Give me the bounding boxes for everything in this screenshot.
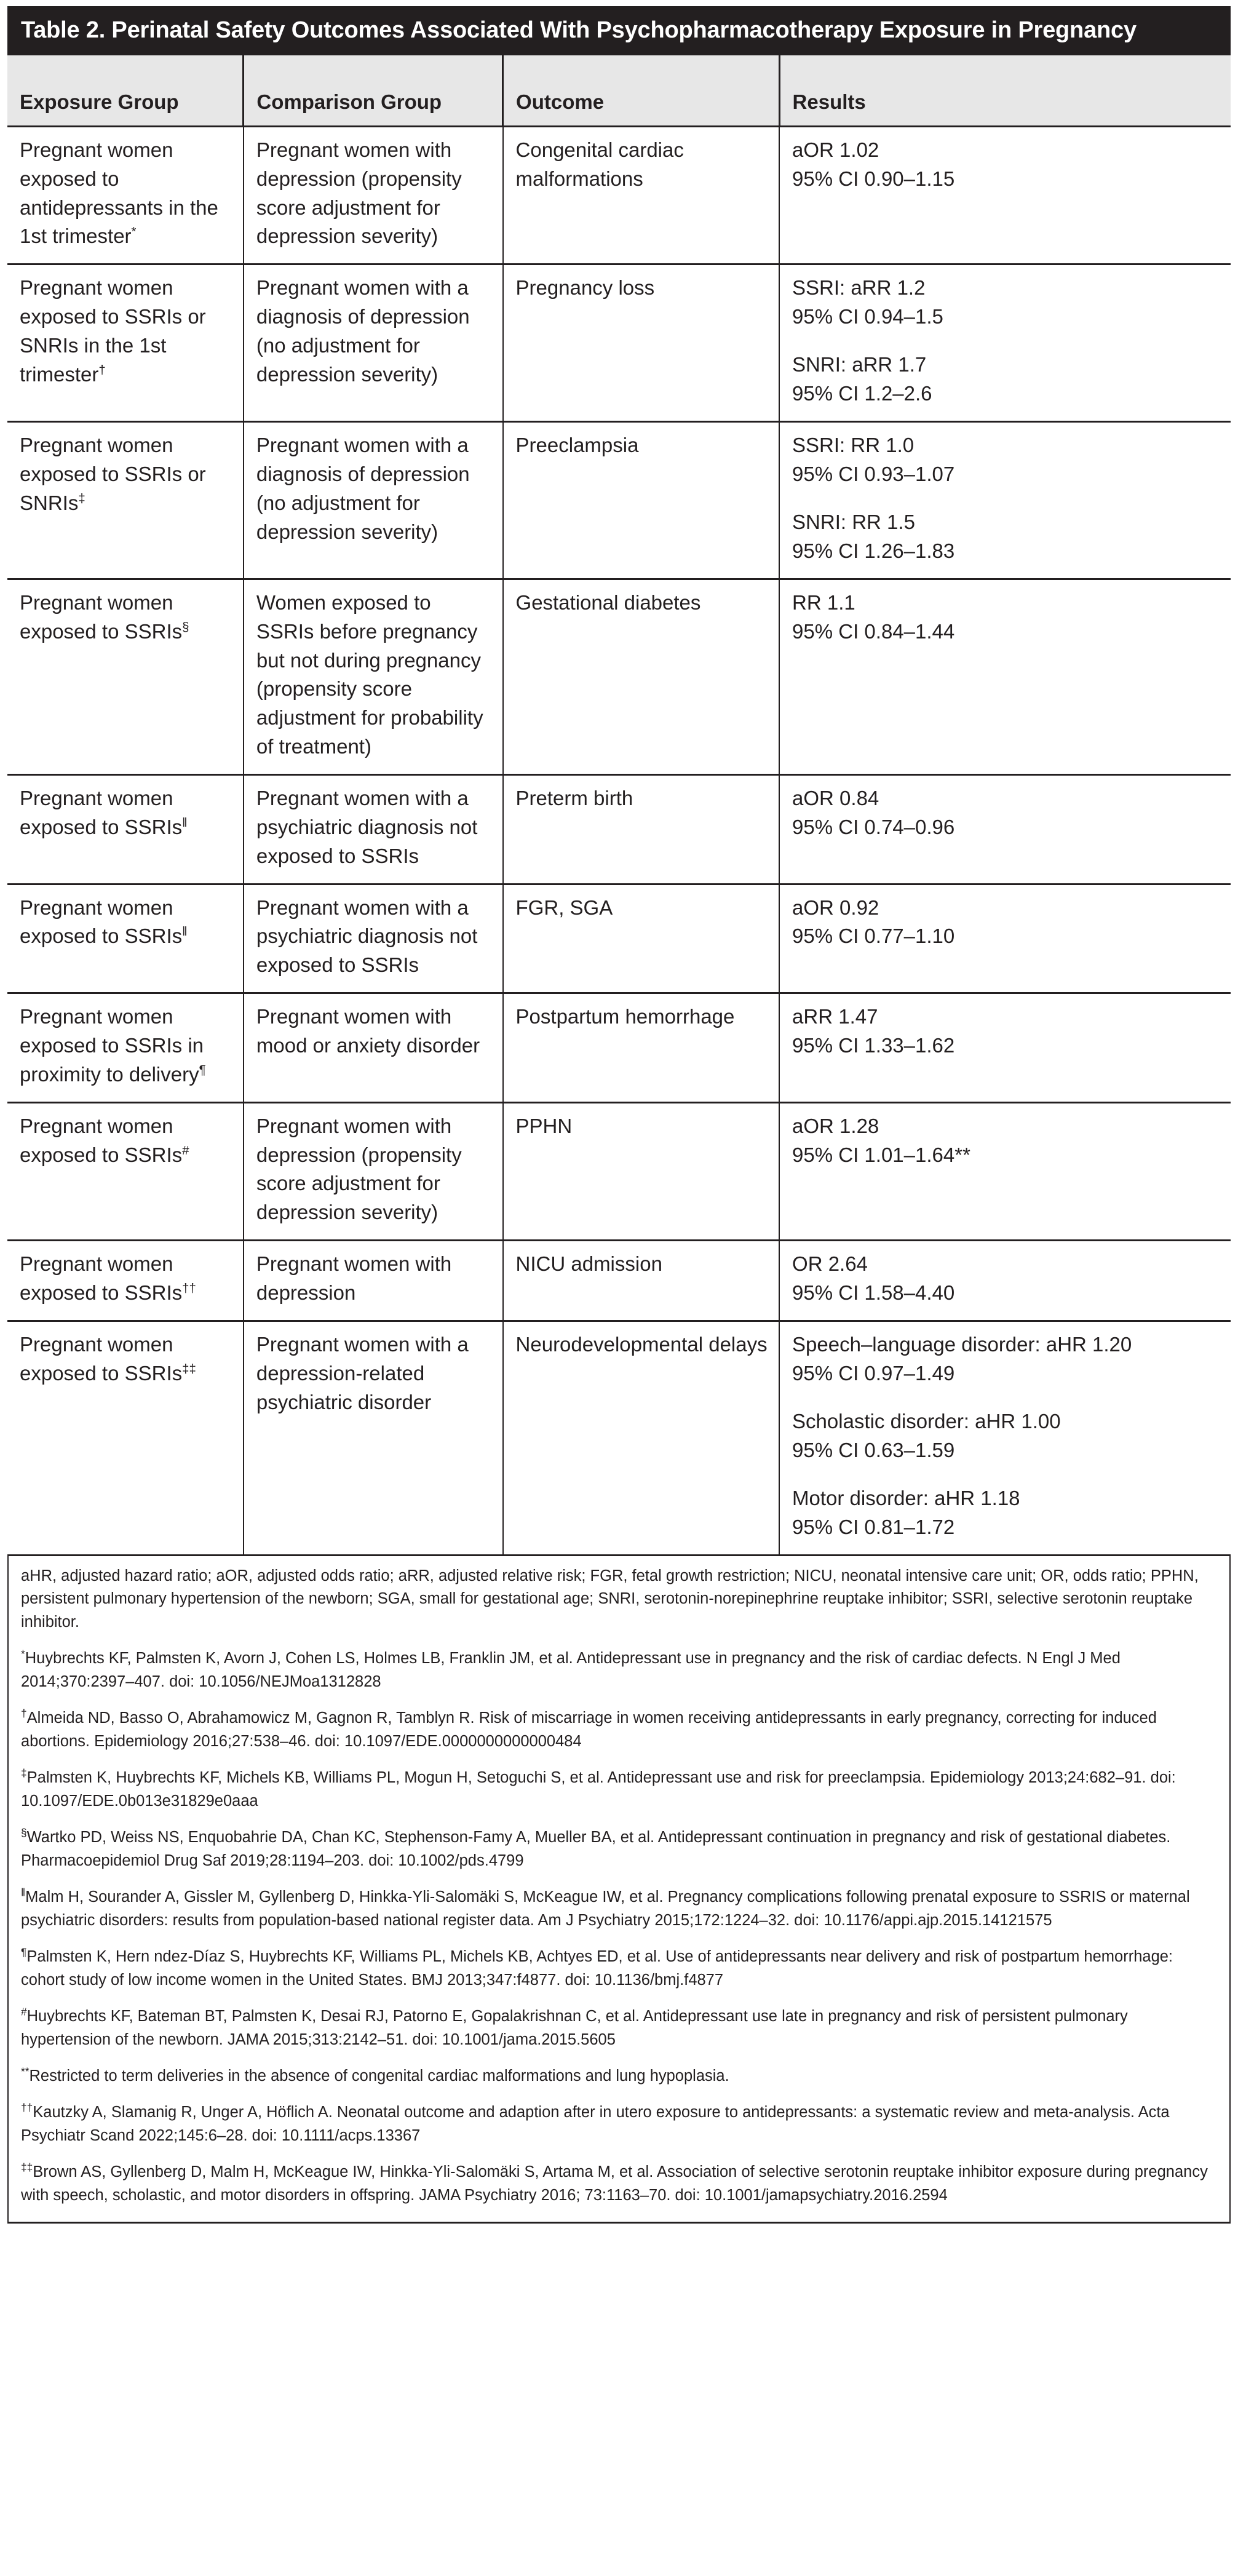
cell-comparison-group: Pregnant women with a psychiatric diagnosis not exposed to SSRIs	[244, 775, 503, 885]
cell-results	[779, 579, 1231, 774]
results-line: 95% CI 0.93–1.07	[792, 462, 955, 485]
cell-outcome: NICU admission	[503, 1241, 780, 1321]
cell-outcome: Congenital cardiac malformations	[503, 126, 780, 264]
results-line: 95% CI 0.90–1.15	[792, 167, 955, 190]
cell-exposure-group: Pregnant women exposed to SSRIs in proximity to delivery¶	[7, 993, 244, 1103]
cell-comparison-group: Women exposed to SSRIs before pregnancy but not during pregnancy (propensity score adjustment for probability of treatment)	[244, 579, 503, 774]
cell-comparison-group: Pregnant women with a psychiatric diagnosis not exposed to SSRIs	[244, 884, 503, 993]
cell-comparison-group: Pregnant women with a depression-related psychiatric disorder	[244, 1321, 503, 1555]
results-line: aOR 0.84	[792, 787, 879, 810]
cell-outcome: Gestational diabetes	[503, 579, 780, 774]
results-spacer	[792, 1465, 1220, 1484]
footnote-marker: ††	[182, 1281, 196, 1296]
footnote-marker: ‖	[21, 1886, 26, 1899]
results-line: 95% CI 1.33–1.62	[792, 1034, 955, 1057]
results-line: aOR 1.28	[792, 1114, 879, 1137]
column-header-comparison-group: Comparison Group	[244, 55, 503, 126]
cell-outcome: Preterm birth	[503, 775, 780, 885]
table-row	[7, 1102, 1231, 1240]
footnote-item: §Wartko PD, Weiss NS, Enquobahrie DA, Chan KC, Stephenson-Famy A, Mueller BA, et al. Antidepressant continuation in pregnancy and risk of gestational diabetes. Pharmacoepidemiol Drug Saf 2019;28:1194–203. doi: 10.1002/pds.4799	[21, 1826, 1171, 1869]
cell-comparison-group: Pregnant women with depression (propensity score adjustment for depression severity)	[244, 126, 503, 264]
results-line: aOR 1.02	[792, 138, 879, 161]
footnote-marker: #	[182, 1143, 189, 1158]
footnote-marker: §	[182, 619, 189, 634]
cell-comparison-group: Pregnant women with a diagnosis of depression (no adjustment for depression severity)	[244, 422, 503, 579]
table-row	[7, 1321, 1231, 1555]
results-line: 95% CI 0.77–1.10	[792, 924, 955, 948]
footnote-item: *Huybrechts KF, Palmsten K, Avorn J, Cohen LS, Holmes LB, Franklin JM, et al. Antidepressant use in pregnancy and the risk of cardiac defects. N Engl J Med 2014;370:2397–407. doi: 10.1056/NEJMoa1312828	[21, 1647, 1121, 1690]
table-row	[7, 1241, 1231, 1321]
cell-comparison-group: Pregnant women with depression (propensity score adjustment for depression severity)	[244, 1102, 503, 1240]
footnote-marker: ¶	[21, 1946, 27, 1958]
footnote-marker: ‡	[78, 491, 85, 506]
footnote-item: ‡‡Brown AS, Gyllenberg D, Malm H, McKeague IW, Hinkka-Yli-Salomäki S, Artama M, et al. Association of selective serotonin reuptake inhibitor exposure during pregnancy with speech, scholastic, and motor disorders in offspring. JAMA Psychiatry 2016; 73:1163–70. doi: 10.1001/jamapsychiatry.2016.2594	[21, 2161, 1208, 2204]
footnote-item: #Huybrechts KF, Bateman BT, Palmsten K, Desai RJ, Patorno E, Gopalakrishnan C, et al. Antidepressant use late in pregnancy and risk of persistent pulmonary hypertension of the newborn. JAMA 2015;313:2142–51. doi: 10.1001/jama.2015.5605	[21, 2005, 1128, 2048]
footnote-marker: #	[21, 2005, 27, 2018]
footnote-item: ‖Malm H, Sourander A, Gissler M, Gyllenberg D, Hinkka-Yli-Salomäki S, McKeague IW, et al. Pregnancy complications following prenatal exposure to SSRIS or maternal psychiatric disorders: results from population-based national register data. Am J Psychiatry 2015;172:1224–32. doi: 10.1176/appi.ajp.2015.14121575	[21, 1886, 1190, 1929]
cell-exposure-group: Pregnant women exposed to antidepressants in the 1st trimester*	[7, 126, 244, 264]
table-row	[7, 126, 1231, 264]
table-footnotes	[7, 1556, 1231, 2224]
results-line: 95% CI 1.58–4.40	[792, 1281, 955, 1305]
results-line: Motor disorder: aHR 1.18	[792, 1487, 1020, 1510]
column-header-results: Results	[779, 55, 1231, 126]
table-row	[7, 884, 1231, 993]
cell-exposure-group: Pregnant women exposed to SSRIs§	[7, 579, 244, 774]
footnote-item: **Restricted to term deliveries in the absence of congenital cardiac malformations and lung hypoplasia.	[21, 2065, 729, 2085]
header-row	[7, 55, 1231, 126]
cell-comparison-group: Pregnant women with mood or anxiety disorder	[244, 993, 503, 1103]
results-line: aOR 0.92	[792, 896, 879, 919]
results-line: OR 2.64	[792, 1252, 868, 1276]
cell-outcome: PPHN	[503, 1102, 780, 1240]
cell-results	[779, 884, 1231, 993]
cell-results	[779, 264, 1231, 422]
cell-comparison-group: Pregnant women with a diagnosis of depression (no adjustment for depression severity)	[244, 264, 503, 422]
results-line: SSRI: aRR 1.2	[792, 276, 926, 300]
results-line: SSRI: RR 1.0	[792, 434, 915, 457]
cell-outcome: Neurodevelopmental delays	[503, 1321, 780, 1555]
table-header	[7, 55, 1231, 126]
table-body	[7, 126, 1231, 1555]
cell-results	[779, 993, 1231, 1103]
results-line: SNRI: aRR 1.7	[792, 353, 927, 376]
cell-exposure-group: Pregnant women exposed to SSRIs or SNRIs‡	[7, 422, 244, 579]
results-line: 95% CI 0.84–1.44	[792, 619, 955, 643]
cell-exposure-group: Pregnant women exposed to SSRIs‡‡	[7, 1321, 244, 1555]
results-line: 95% CI 0.97–1.49	[792, 1361, 955, 1385]
footnote-marker: ¶	[199, 1062, 206, 1077]
table-row	[7, 422, 1231, 579]
cell-outcome: FGR, SGA	[503, 884, 780, 993]
results-line: Scholastic disorder: aHR 1.00	[792, 1409, 1061, 1433]
footnote-marker: ‖	[182, 924, 188, 939]
column-header-outcome: Outcome	[503, 55, 780, 126]
table-row	[7, 579, 1231, 774]
cell-results	[779, 1102, 1231, 1240]
cell-exposure-group: Pregnant women exposed to SSRIs‖	[7, 884, 244, 993]
results-line: aRR 1.47	[792, 1005, 878, 1028]
table-row	[7, 775, 1231, 885]
results-spacer	[792, 332, 1220, 351]
footnote-marker: ‖	[182, 815, 188, 830]
results-line: 95% CI 1.01–1.64**	[792, 1143, 970, 1166]
cell-exposure-group: Pregnant women exposed to SSRIs‖	[7, 775, 244, 885]
results-spacer	[792, 1388, 1220, 1407]
table-row	[7, 264, 1231, 422]
results-line: 95% CI 0.94–1.5	[792, 305, 943, 328]
footnote-marker: ‡‡	[21, 2161, 33, 2174]
results-line: 95% CI 0.63–1.59	[792, 1438, 955, 1461]
footnote-item: ‡Palmsten K, Huybrechts KF, Michels KB, Williams PL, Mogun H, Setoguchi S, et al. Antidepressant use and risk for preeclampsia. Epidemiology 2013;24:682–91. doi: 10.1097/EDE.0b013e31829e0aaa	[21, 1767, 1176, 1810]
footnote-item: ††Kautzky A, Slamanig R, Unger A, Höflich A. Neonatal outcome and adaption after in utero exposure to antidepressants: a systematic review and meta-analysis. Acta Psychiatr Scand 2022;145:6–28. doi: 10.1111/acps.13367	[21, 2101, 1170, 2144]
cell-exposure-group: Pregnant women exposed to SSRIs#	[7, 1102, 244, 1240]
cell-outcome: Preeclampsia	[503, 422, 780, 579]
footnote-marker: §	[21, 1826, 27, 1839]
results-line: 95% CI 1.26–1.83	[792, 539, 955, 562]
footnote-marker: †	[21, 1707, 27, 1720]
results-line: 95% CI 1.2–2.6	[792, 382, 932, 405]
cell-results	[779, 422, 1231, 579]
cell-results	[779, 1321, 1231, 1555]
cell-exposure-group: Pregnant women exposed to SSRIs††	[7, 1241, 244, 1321]
cell-results	[779, 775, 1231, 885]
footnote-marker: ‡	[21, 1767, 27, 1779]
results-line: RR 1.1	[792, 590, 855, 614]
footnote-marker: ‡‡	[182, 1361, 196, 1376]
table-title: Table 2. Perinatal Safety Outcomes Associated With Psychopharmacotherapy Exposure in Pregnancy	[7, 6, 1231, 55]
cell-results	[779, 1241, 1231, 1321]
results-line: Speech–language disorder: aHR 1.20	[792, 1332, 1132, 1356]
footnote-marker: *	[131, 225, 137, 239]
footnote-item: aHR, adjusted hazard ratio; aOR, adjusted odds ratio; aRR, adjusted relative risk; FGR, fetal growth restriction; NICU, neonatal intensive care unit; OR, odds ratio; PPHN, persistent pulmonary hypertension of the newborn; SGA, small for gestational age; SNRI, serotonin-norepinephrine reuptake inhibitor; SSRI, selective serotonin reuptake inhibitor.	[21, 1567, 1199, 1631]
results-line: SNRI: RR 1.5	[792, 511, 915, 534]
footnote-marker: **	[21, 2065, 30, 2078]
footnote-item: †Almeida ND, Basso O, Abrahamowicz M, Gagnon R, Tamblyn R. Risk of miscarriage in women receiving antidepressants in early pregnancy, correcting for induced abortions. Epidemiology 2016;27:538–46. doi: 10.1097/EDE.0000000000000484	[21, 1707, 1157, 1750]
cell-outcome: Pregnancy loss	[503, 264, 780, 422]
results-line: 95% CI 0.81–1.72	[792, 1515, 955, 1538]
results-spacer	[792, 489, 1220, 508]
cell-comparison-group: Pregnant women with depression	[244, 1241, 503, 1321]
cell-exposure-group: Pregnant women exposed to SSRIs or SNRIs in the 1st trimester†	[7, 264, 244, 422]
footnote-marker: *	[21, 1647, 25, 1660]
perinatal-safety-outcomes-table	[7, 55, 1231, 1556]
footnote-item: ¶Palmsten K, Hern ndez-Díaz S, Huybrechts KF, Williams PL, Michels KB, Achtyes ED, et al. Use of antidepressants near delivery and risk of postpartum hemorrhage: cohort study of low income women in the United States. BMJ 2013;347:f4877. doi: 10.1136/bmj.f4877	[21, 1946, 1173, 1989]
cell-outcome: Postpartum hemorrhage	[503, 993, 780, 1103]
cell-results	[779, 126, 1231, 264]
table-row	[7, 993, 1231, 1103]
footnote-marker: †	[98, 362, 106, 377]
results-line: 95% CI 0.74–0.96	[792, 815, 955, 838]
column-header-exposure-group: Exposure Group	[7, 55, 244, 126]
footnote-marker: ††	[21, 2101, 33, 2114]
